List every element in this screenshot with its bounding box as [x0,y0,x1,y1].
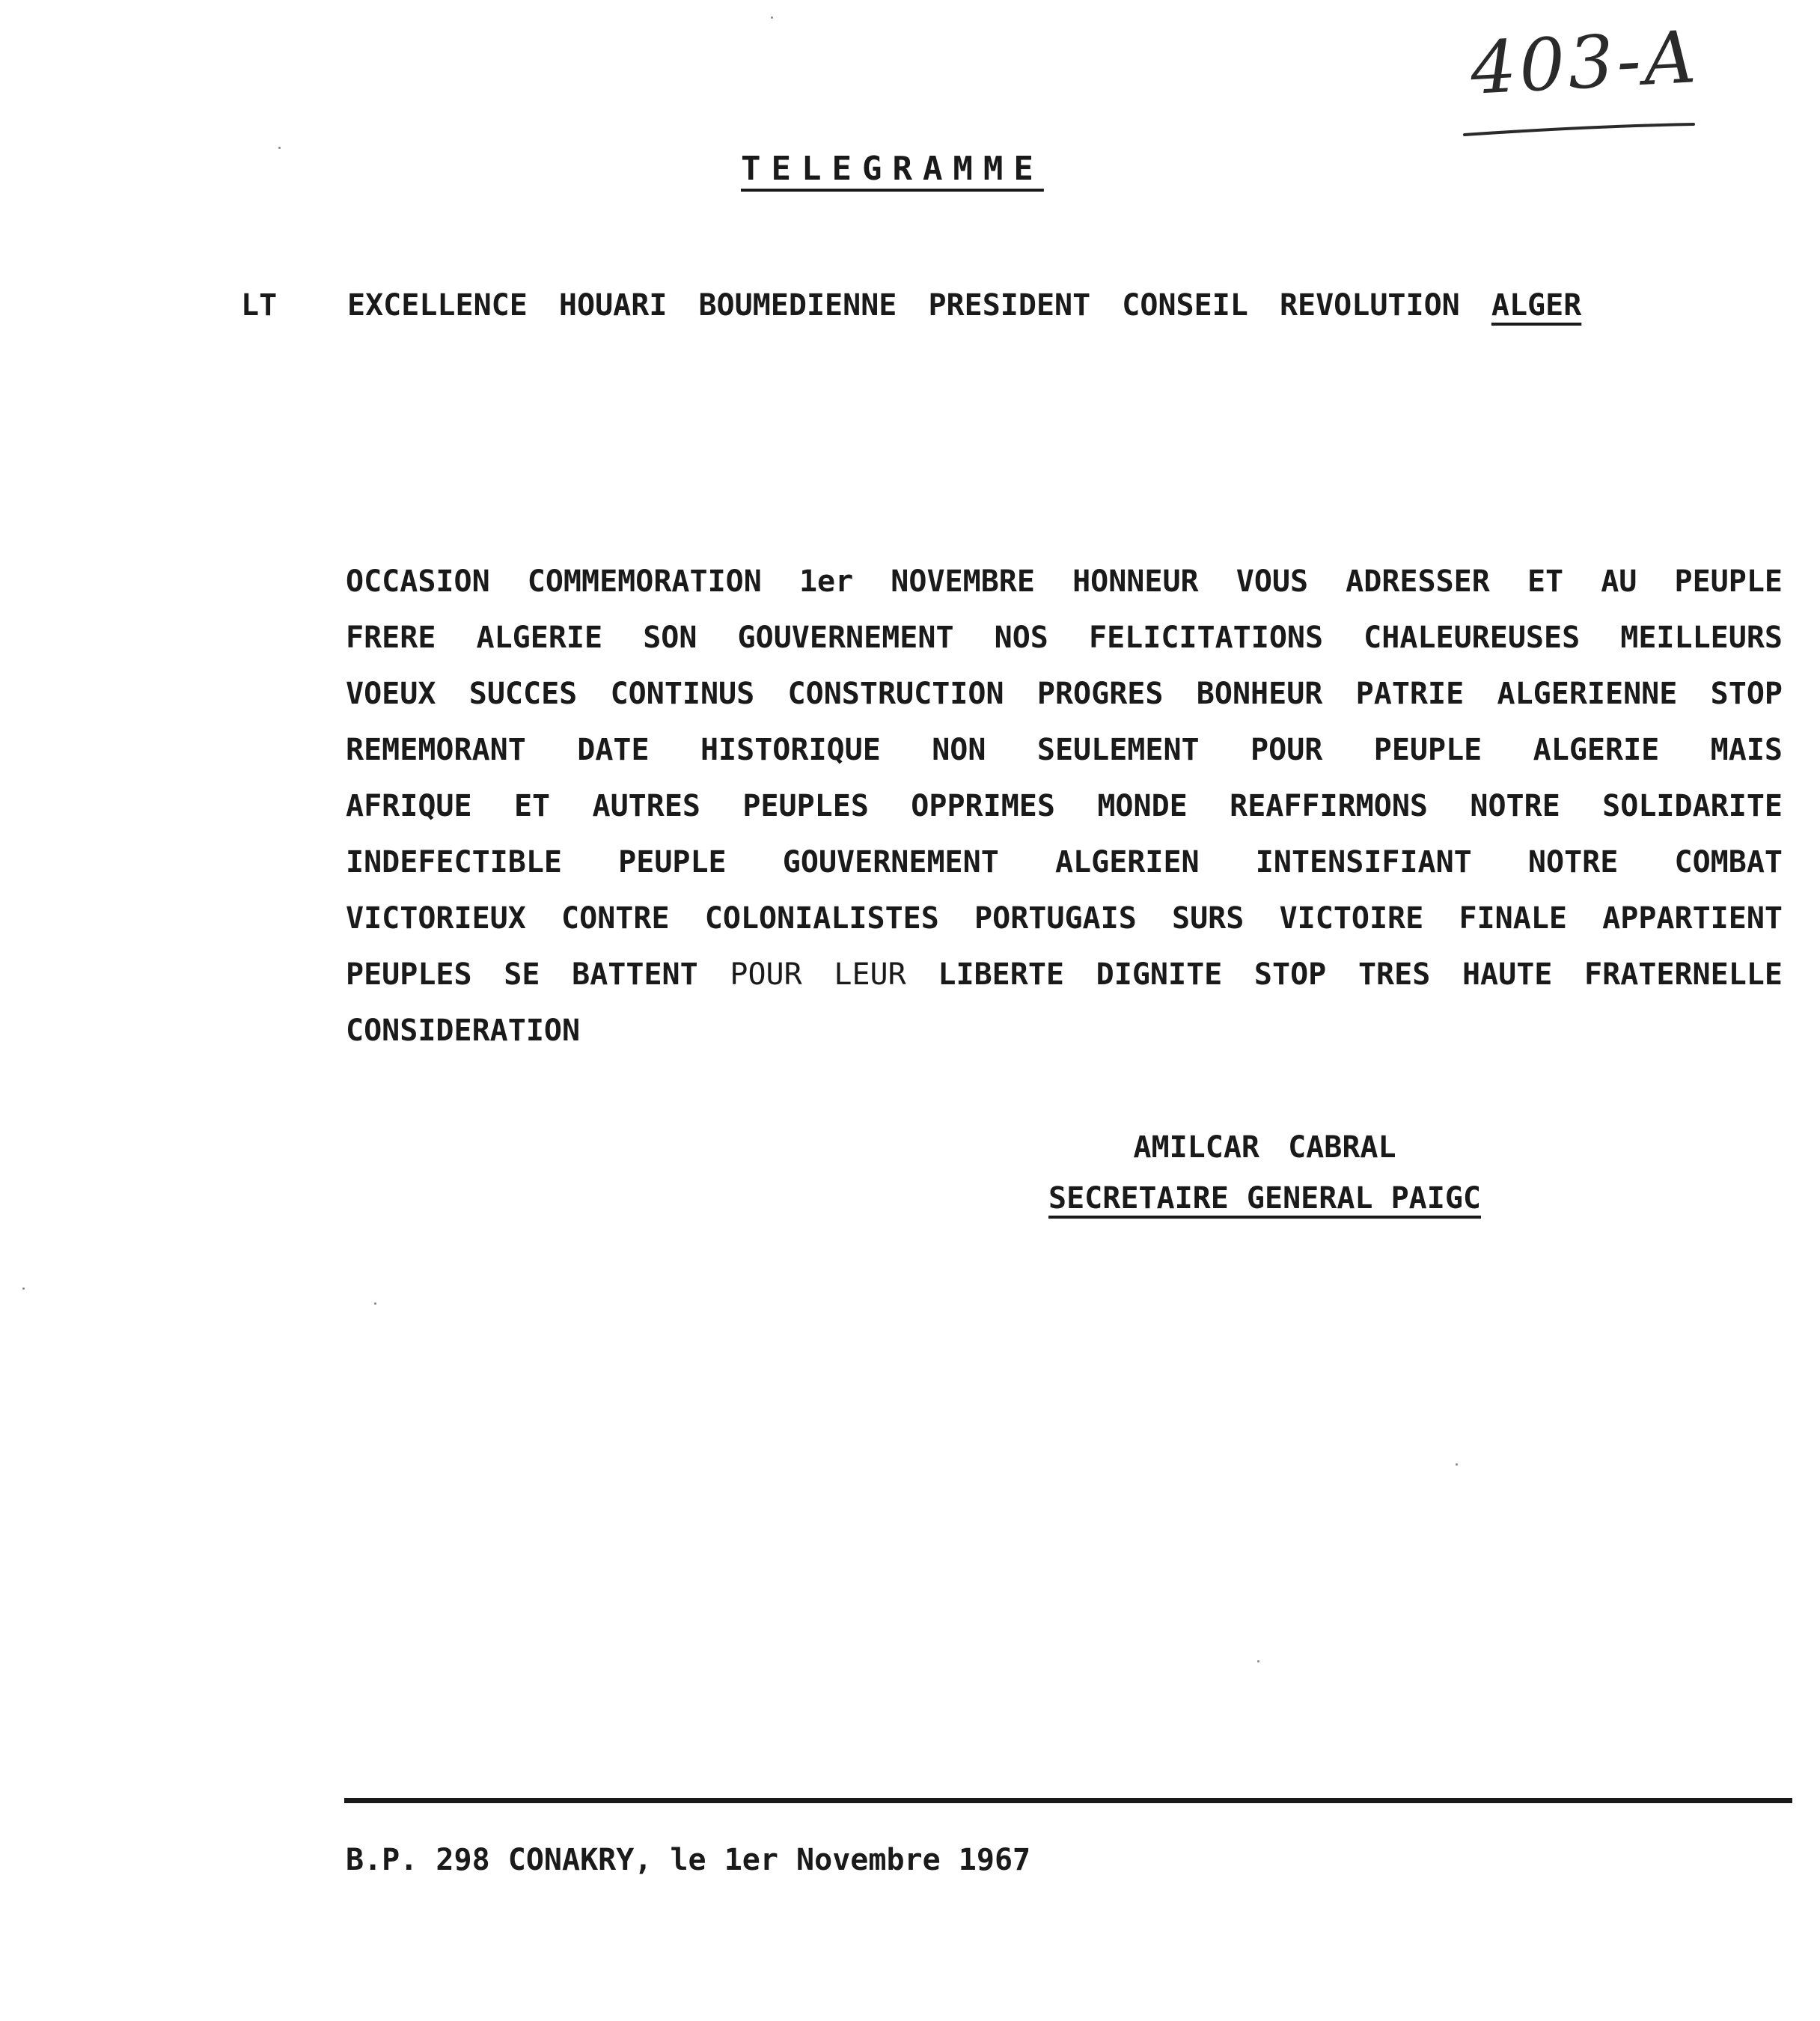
signatory-name: AMILCAR CABRAL [1133,1130,1396,1165]
body-line: VICTORIEUX CONTRE COLONIALISTES PORTUGAIS SURS VICTOIRE FINALE APPARTIENT [346,901,1783,936]
telegram-body [346,563,1783,1068]
footer-divider [344,1798,1792,1803]
addressee-words [347,288,1581,323]
handwritten-underline [1463,120,1695,139]
scan-speck [771,16,773,19]
scan-speck [278,147,281,149]
signatory-role: SECRETAIRE GENERAL PAIGC [1048,1181,1481,1216]
telegram-code: LT [241,288,278,323]
body-line-with-insertion [346,956,1783,1012]
document-title: TELEGRAMME [741,150,1044,188]
inserted-text: POUR LEUR [730,957,906,992]
body-fragment: PEUPLES SE BATTENT [346,957,698,992]
body-line: REMEMORANT DATE HISTORIQUE NON SEULEMENT POUR PEUPLE ALGERIE MAIS [346,733,1783,767]
signature-block [1048,1130,1482,1216]
scan-speck [1257,1660,1259,1662]
body-line: FRERE ALGERIE SON GOUVERNEMENT NOS FELICITATIONS CHALEUREUSES MEILLEURS [346,621,1783,655]
handwritten-archive-number: 403-A [1468,15,1701,111]
body-line: OCCASION COMMEMORATION 1er NOVEMBRE HONNEUR VOUS ADRESSER ET AU PEUPLE [346,564,1783,599]
body-line: INDEFECTIBLE PEUPLE GOUVERNEMENT ALGERIEN INTENSIFIANT NOTRE COMBAT [346,845,1783,880]
scan-speck [374,1302,376,1305]
recipient: EXCELLENCE HOUARI BOUMEDIENNE PRESIDENT CONSEIL REVOLUTION [347,288,1460,323]
body-line: AFRIQUE ET AUTRES PEUPLES OPPRIMES MONDE REAFFIRMONS NOTRE SOLIDARITE [346,789,1783,823]
footer-address: B.P. 298 CONAKRY, le 1er Novembre 1967 [346,1843,1031,1877]
scan-speck [22,1287,25,1290]
body-fragment: LIBERTE DIGNITE STOP TRES HAUTE FRATERNELLE [938,957,1783,992]
body-line: VOEUX SUCCES CONTINUS CONSTRUCTION PROGRES BONHEUR PATRIE ALGERIENNE STOP [346,677,1783,711]
scan-speck [1456,1463,1458,1466]
recipient-city: ALGER [1491,288,1582,323]
body-line: CONSIDERATION [346,1013,581,1048]
